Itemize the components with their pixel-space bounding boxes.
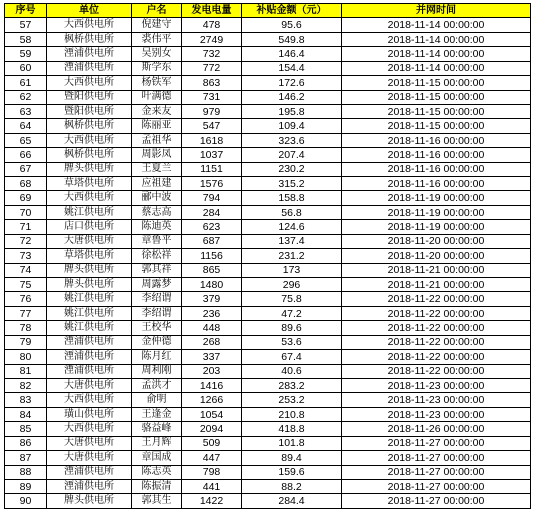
cell-account-name: 杨铁军	[132, 76, 182, 90]
cell-generated-power: 284	[182, 205, 242, 219]
cell-account-name: 周影凤	[132, 148, 182, 162]
cell-grid-connection-time: 2018-11-22 00:00:00	[342, 364, 531, 378]
cell-serial-number: 62	[5, 90, 47, 104]
cell-subsidy-amount: 195.8	[242, 104, 342, 118]
cell-subsidy-amount: 207.4	[242, 148, 342, 162]
cell-serial-number: 74	[5, 263, 47, 277]
cell-grid-connection-time: 2018-11-23 00:00:00	[342, 393, 531, 407]
cell-unit: 大唐供电所	[47, 436, 132, 450]
cell-unit: 湮浦供电所	[47, 61, 132, 75]
cell-serial-number: 58	[5, 32, 47, 46]
cell-serial-number: 87	[5, 451, 47, 465]
cell-account-name: 吴别女	[132, 47, 182, 61]
cell-grid-connection-time: 2018-11-15 00:00:00	[342, 104, 531, 118]
cell-serial-number: 60	[5, 61, 47, 75]
cell-serial-number: 72	[5, 234, 47, 248]
cell-grid-connection-time: 2018-11-20 00:00:00	[342, 234, 531, 248]
cell-serial-number: 69	[5, 191, 47, 205]
cell-subsidy-amount: 53.6	[242, 335, 342, 349]
cell-subsidy-amount: 173	[242, 263, 342, 277]
cell-unit: 枫桥供电所	[47, 119, 132, 133]
cell-unit: 大西供电所	[47, 133, 132, 147]
cell-grid-connection-time: 2018-11-19 00:00:00	[342, 191, 531, 205]
cell-serial-number: 65	[5, 133, 47, 147]
cell-grid-connection-time: 2018-11-27 00:00:00	[342, 494, 531, 508]
cell-grid-connection-time: 2018-11-27 00:00:00	[342, 479, 531, 493]
cell-account-name: 金来友	[132, 104, 182, 118]
cell-account-name: 郦中波	[132, 191, 182, 205]
cell-subsidy-amount: 47.2	[242, 306, 342, 320]
cell-unit: 湮浦供电所	[47, 47, 132, 61]
table-row	[5, 133, 531, 147]
cell-account-name: 陈志英	[132, 465, 182, 479]
table-row	[5, 162, 531, 176]
cell-account-name: 王校华	[132, 321, 182, 335]
cell-subsidy-amount: 67.4	[242, 350, 342, 364]
cell-subsidy-amount: 154.4	[242, 61, 342, 75]
cell-grid-connection-time: 2018-11-19 00:00:00	[342, 205, 531, 219]
cell-subsidy-amount: 101.8	[242, 436, 342, 450]
table-body	[5, 18, 531, 508]
cell-grid-connection-time: 2018-11-14 00:00:00	[342, 61, 531, 75]
cell-generated-power: 1422	[182, 494, 242, 508]
header-subsidy-amount: 补贴金额（元）	[242, 4, 342, 18]
cell-grid-connection-time: 2018-11-22 00:00:00	[342, 306, 531, 320]
cell-serial-number: 77	[5, 306, 47, 320]
table-row	[5, 436, 531, 450]
cell-generated-power: 979	[182, 104, 242, 118]
cell-unit: 湮浦供电所	[47, 364, 132, 378]
table-row	[5, 494, 531, 508]
cell-grid-connection-time: 2018-11-16 00:00:00	[342, 177, 531, 191]
cell-generated-power: 441	[182, 479, 242, 493]
cell-account-name: 章鲁平	[132, 234, 182, 248]
table-row	[5, 321, 531, 335]
cell-unit: 暨阳供电所	[47, 104, 132, 118]
cell-subsidy-amount: 284.4	[242, 494, 342, 508]
cell-serial-number: 82	[5, 378, 47, 392]
cell-serial-number: 80	[5, 350, 47, 364]
table-row	[5, 234, 531, 248]
table-row	[5, 278, 531, 292]
subsidy-table	[4, 3, 531, 509]
header-row	[5, 4, 531, 18]
cell-subsidy-amount: 323.6	[242, 133, 342, 147]
cell-serial-number: 89	[5, 479, 47, 493]
cell-subsidy-amount: 56.8	[242, 205, 342, 219]
cell-unit: 大唐供电所	[47, 451, 132, 465]
header-serial-number: 序号	[5, 4, 47, 18]
cell-account-name: 郭其祥	[132, 263, 182, 277]
cell-generated-power: 732	[182, 47, 242, 61]
table-row	[5, 292, 531, 306]
cell-generated-power: 379	[182, 292, 242, 306]
cell-subsidy-amount: 231.2	[242, 249, 342, 263]
table-row	[5, 306, 531, 320]
cell-serial-number: 63	[5, 104, 47, 118]
cell-generated-power: 687	[182, 234, 242, 248]
cell-generated-power: 865	[182, 263, 242, 277]
cell-grid-connection-time: 2018-11-27 00:00:00	[342, 465, 531, 479]
cell-account-name: 陈丽亚	[132, 119, 182, 133]
cell-account-name: 王夏兰	[132, 162, 182, 176]
cell-generated-power: 1054	[182, 407, 242, 421]
cell-grid-connection-time: 2018-11-14 00:00:00	[342, 47, 531, 61]
cell-subsidy-amount: 230.2	[242, 162, 342, 176]
cell-grid-connection-time: 2018-11-19 00:00:00	[342, 220, 531, 234]
cell-account-name: 陈月红	[132, 350, 182, 364]
cell-unit: 枫桥供电所	[47, 148, 132, 162]
cell-account-name: 俞明	[132, 393, 182, 407]
cell-serial-number: 84	[5, 407, 47, 421]
cell-account-name: 金仲德	[132, 335, 182, 349]
cell-generated-power: 731	[182, 90, 242, 104]
cell-account-name: 蔡志高	[132, 205, 182, 219]
table-row	[5, 47, 531, 61]
cell-subsidy-amount: 89.4	[242, 451, 342, 465]
table-row	[5, 451, 531, 465]
table-row	[5, 335, 531, 349]
cell-unit: 湮浦供电所	[47, 335, 132, 349]
cell-unit: 草塔供电所	[47, 249, 132, 263]
table-row	[5, 407, 531, 421]
table-row	[5, 191, 531, 205]
cell-serial-number: 61	[5, 76, 47, 90]
table-row	[5, 479, 531, 493]
cell-generated-power: 478	[182, 18, 242, 32]
cell-account-name: 骆益峰	[132, 422, 182, 436]
cell-account-name: 徐松祥	[132, 249, 182, 263]
cell-grid-connection-time: 2018-11-27 00:00:00	[342, 436, 531, 450]
cell-unit: 姚江供电所	[47, 321, 132, 335]
cell-unit: 湮浦供电所	[47, 350, 132, 364]
table-row	[5, 378, 531, 392]
cell-subsidy-amount: 146.4	[242, 47, 342, 61]
cell-account-name: 章国成	[132, 451, 182, 465]
cell-generated-power: 2094	[182, 422, 242, 436]
cell-generated-power: 268	[182, 335, 242, 349]
cell-unit: 姚江供电所	[47, 205, 132, 219]
cell-generated-power: 236	[182, 306, 242, 320]
cell-account-name: 王逢金	[132, 407, 182, 421]
cell-unit: 牌头供电所	[47, 494, 132, 508]
table-row	[5, 119, 531, 133]
cell-serial-number: 88	[5, 465, 47, 479]
cell-serial-number: 71	[5, 220, 47, 234]
cell-grid-connection-time: 2018-11-23 00:00:00	[342, 407, 531, 421]
cell-generated-power: 1266	[182, 393, 242, 407]
cell-account-name: 周露梦	[132, 278, 182, 292]
cell-subsidy-amount: 75.8	[242, 292, 342, 306]
cell-generated-power: 1037	[182, 148, 242, 162]
cell-account-name: 李绍谓	[132, 306, 182, 320]
cell-serial-number: 81	[5, 364, 47, 378]
cell-subsidy-amount: 109.4	[242, 119, 342, 133]
cell-generated-power: 509	[182, 436, 242, 450]
cell-serial-number: 75	[5, 278, 47, 292]
cell-generated-power: 1156	[182, 249, 242, 263]
cell-generated-power: 447	[182, 451, 242, 465]
cell-grid-connection-time: 2018-11-22 00:00:00	[342, 335, 531, 349]
table-row	[5, 148, 531, 162]
cell-grid-connection-time: 2018-11-23 00:00:00	[342, 378, 531, 392]
table-row	[5, 220, 531, 234]
table-row	[5, 364, 531, 378]
cell-unit: 店口供电所	[47, 220, 132, 234]
header-grid-connection-time: 并网时间	[342, 4, 531, 18]
cell-grid-connection-time: 2018-11-20 00:00:00	[342, 249, 531, 263]
table-row	[5, 263, 531, 277]
cell-serial-number: 78	[5, 321, 47, 335]
cell-account-name: 孟洪才	[132, 378, 182, 392]
cell-generated-power: 2749	[182, 32, 242, 46]
cell-grid-connection-time: 2018-11-15 00:00:00	[342, 90, 531, 104]
cell-serial-number: 66	[5, 148, 47, 162]
table-row	[5, 422, 531, 436]
cell-account-name: 倪建守	[132, 18, 182, 32]
cell-generated-power: 1618	[182, 133, 242, 147]
cell-generated-power: 337	[182, 350, 242, 364]
cell-generated-power: 623	[182, 220, 242, 234]
cell-subsidy-amount: 40.6	[242, 364, 342, 378]
cell-account-name: 李绍谓	[132, 292, 182, 306]
cell-subsidy-amount: 315.2	[242, 177, 342, 191]
cell-grid-connection-time: 2018-11-21 00:00:00	[342, 263, 531, 277]
table-row	[5, 177, 531, 191]
cell-unit: 大西供电所	[47, 18, 132, 32]
cell-unit: 牌头供电所	[47, 278, 132, 292]
cell-serial-number: 86	[5, 436, 47, 450]
cell-serial-number: 68	[5, 177, 47, 191]
cell-generated-power: 203	[182, 364, 242, 378]
cell-unit: 枫桥供电所	[47, 32, 132, 46]
cell-unit: 大唐供电所	[47, 378, 132, 392]
cell-grid-connection-time: 2018-11-14 00:00:00	[342, 18, 531, 32]
cell-account-name: 裘伟平	[132, 32, 182, 46]
cell-account-name: 陈迪英	[132, 220, 182, 234]
cell-grid-connection-time: 2018-11-26 00:00:00	[342, 422, 531, 436]
cell-serial-number: 57	[5, 18, 47, 32]
cell-subsidy-amount: 137.4	[242, 234, 342, 248]
table-row	[5, 393, 531, 407]
cell-grid-connection-time: 2018-11-16 00:00:00	[342, 133, 531, 147]
cell-serial-number: 73	[5, 249, 47, 263]
cell-grid-connection-time: 2018-11-27 00:00:00	[342, 451, 531, 465]
table-row	[5, 76, 531, 90]
table-row	[5, 465, 531, 479]
cell-grid-connection-time: 2018-11-22 00:00:00	[342, 350, 531, 364]
cell-subsidy-amount: 158.8	[242, 191, 342, 205]
cell-generated-power: 1151	[182, 162, 242, 176]
cell-subsidy-amount: 88.2	[242, 479, 342, 493]
cell-unit: 湮浦供电所	[47, 479, 132, 493]
cell-subsidy-amount: 418.8	[242, 422, 342, 436]
cell-generated-power: 794	[182, 191, 242, 205]
table-row	[5, 104, 531, 118]
cell-unit: 姚江供电所	[47, 306, 132, 320]
cell-serial-number: 85	[5, 422, 47, 436]
cell-subsidy-amount: 146.2	[242, 90, 342, 104]
cell-account-name: 应祖建	[132, 177, 182, 191]
cell-unit: 牌头供电所	[47, 162, 132, 176]
cell-grid-connection-time: 2018-11-16 00:00:00	[342, 162, 531, 176]
cell-generated-power: 1480	[182, 278, 242, 292]
cell-unit: 大西供电所	[47, 76, 132, 90]
cell-unit: 姚江供电所	[47, 292, 132, 306]
cell-subsidy-amount: 159.6	[242, 465, 342, 479]
cell-serial-number: 76	[5, 292, 47, 306]
header-account-name: 户名	[132, 4, 182, 18]
table-row	[5, 350, 531, 364]
cell-generated-power: 1416	[182, 378, 242, 392]
cell-subsidy-amount: 283.2	[242, 378, 342, 392]
cell-serial-number: 67	[5, 162, 47, 176]
table-row	[5, 18, 531, 32]
cell-grid-connection-time: 2018-11-16 00:00:00	[342, 148, 531, 162]
cell-subsidy-amount: 253.2	[242, 393, 342, 407]
cell-serial-number: 79	[5, 335, 47, 349]
table-row	[5, 61, 531, 75]
cell-grid-connection-time: 2018-11-14 00:00:00	[342, 32, 531, 46]
cell-account-name: 叶满德	[132, 90, 182, 104]
cell-grid-connection-time: 2018-11-15 00:00:00	[342, 76, 531, 90]
cell-account-name: 斯学东	[132, 61, 182, 75]
table-row	[5, 205, 531, 219]
cell-serial-number: 70	[5, 205, 47, 219]
cell-generated-power: 448	[182, 321, 242, 335]
cell-subsidy-amount: 549.8	[242, 32, 342, 46]
cell-unit: 大唐供电所	[47, 234, 132, 248]
cell-grid-connection-time: 2018-11-15 00:00:00	[342, 119, 531, 133]
cell-account-name: 王月辉	[132, 436, 182, 450]
header-unit: 单位	[47, 4, 132, 18]
cell-unit: 大西供电所	[47, 191, 132, 205]
cell-serial-number: 64	[5, 119, 47, 133]
cell-subsidy-amount: 210.8	[242, 407, 342, 421]
cell-subsidy-amount: 124.6	[242, 220, 342, 234]
cell-generated-power: 1576	[182, 177, 242, 191]
cell-unit: 牌头供电所	[47, 263, 132, 277]
header-generated-power: 发电电量	[182, 4, 242, 18]
cell-grid-connection-time: 2018-11-21 00:00:00	[342, 278, 531, 292]
cell-unit: 湮浦供电所	[47, 465, 132, 479]
table-row	[5, 90, 531, 104]
cell-generated-power: 547	[182, 119, 242, 133]
table-row	[5, 249, 531, 263]
cell-generated-power: 772	[182, 61, 242, 75]
cell-serial-number: 83	[5, 393, 47, 407]
cell-generated-power: 863	[182, 76, 242, 90]
cell-grid-connection-time: 2018-11-22 00:00:00	[342, 321, 531, 335]
cell-generated-power: 798	[182, 465, 242, 479]
cell-account-name: 周利刚	[132, 364, 182, 378]
cell-subsidy-amount: 296	[242, 278, 342, 292]
cell-subsidy-amount: 172.6	[242, 76, 342, 90]
cell-unit: 暨阳供电所	[47, 90, 132, 104]
cell-grid-connection-time: 2018-11-22 00:00:00	[342, 292, 531, 306]
cell-unit: 大西供电所	[47, 393, 132, 407]
cell-account-name: 陈振清	[132, 479, 182, 493]
cell-serial-number: 90	[5, 494, 47, 508]
cell-account-name: 郭其生	[132, 494, 182, 508]
cell-subsidy-amount: 95.6	[242, 18, 342, 32]
table-row	[5, 32, 531, 46]
cell-account-name: 孟祖华	[132, 133, 182, 147]
cell-unit: 璜山供电所	[47, 407, 132, 421]
cell-unit: 大西供电所	[47, 422, 132, 436]
cell-serial-number: 59	[5, 47, 47, 61]
cell-subsidy-amount: 89.6	[242, 321, 342, 335]
cell-unit: 草塔供电所	[47, 177, 132, 191]
